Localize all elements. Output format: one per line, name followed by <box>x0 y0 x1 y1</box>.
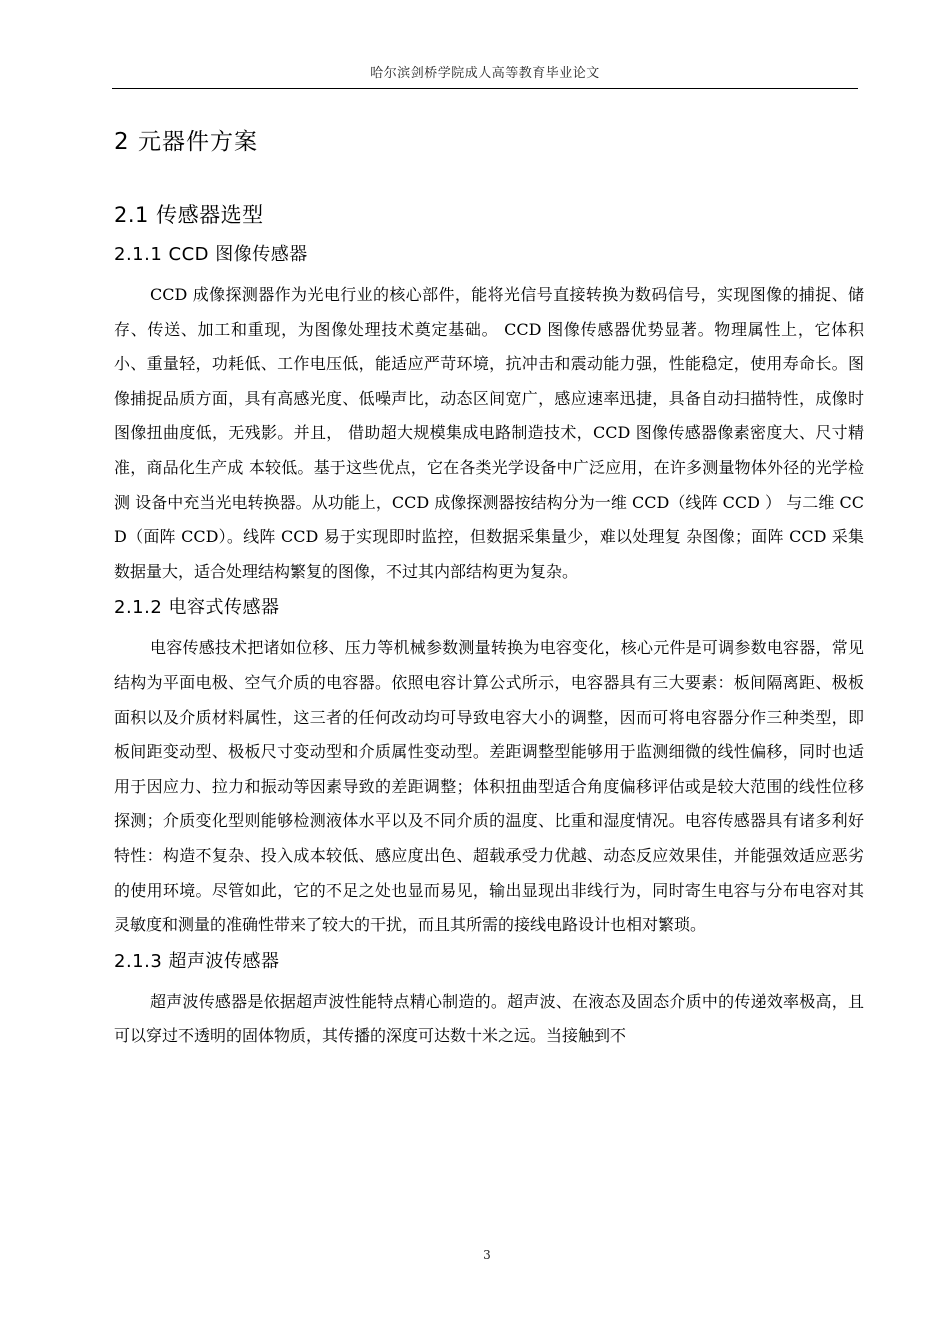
paragraph-ccd: CCD 成像探测器作为光电行业的核心部件，能将光信号直接转换为数码信号，实现图像的捕捉、储存、传送、加工和重现，为图像处理技术奠定基础。 CCD 图像传感器优势显著。物理属性上，它体积小、重量轻，功耗低、工作电压低，能适应严苛环境，抗冲击和震动能力强，性能稳定，使用寿命长。图像捕捉品质方面，具有高感光度、低噪声比，动态区间宽广，感应速率迅捷，具备自动扫描特性，成像时图像扭曲度低，无残影。并且， 借助超大规模集成电路制造技术，CCD 图像传感器像素密度大、尺寸精准，商品化生产成 本较低。基于这些优点，它在各类光学设备中广泛应用，在许多测量物体外径的光学检测 设备中充当光电转换器。从功能上，CCD 成像探测器按结构分为一维 CCD（线阵 CCD ） 与二维 CCD（面阵 CCD）。线阵 CCD 易于实现即时监控，但数据采集量少，难以处理复 杂图像；面阵 CCD 采集数据量大，适合处理结构繁复的图像，不过其内部结构更为复杂。 <box>114 285 864 581</box>
section-title: 2.1 传感器选型 <box>114 203 264 227</box>
page-body <box>114 120 864 1058</box>
paragraph-capacitive: 电容传感技术把诸如位移、压力等机械参数测量转换为电容变化，核心元件是可调参数电容器，常见结构为平面电极、空气介质的电容器。依照电容计算公式所示，电容器具有三大要素：板间隔离距、极板面积以及介质材料属性，这三者的任何改动均可导致电容大小的调整，因而可将电容器分作三种类型，即板间距变动型、极板尺寸变动型和介质属性变动型。差距调整型能够用于监测细微的线性偏移，同时也适用于因应力、拉力和振动等因素导致的差距调整；体积扭曲型适合角度偏移评估或是较大范围的线性位移探测；介质变化型则能够检测液体水平以及不同介质的温度、比重和湿度情况。电容传感器具有诸多利好特性：构造不复杂、投入成本较低、感应度出色、超载承受力优越、动态反应效果佳，并能强效适应恶劣的使用环境。尽管如此，它的不足之处也显而易见，输出显现出非线行为，同时寄生电容与分布电容对其灵敏度和测量的准确性带来了较大的干扰，而且其所需的接线电路设计也相对繁琐。 <box>114 638 864 935</box>
running-header: 哈尔滨剑桥学院成人高等教育毕业论文 <box>370 66 600 81</box>
page-number: 3 <box>483 1248 491 1262</box>
subsection-title-ultrasonic: 2.1.3 超声波传感器 <box>114 950 280 972</box>
paragraph-ultrasonic: 超声波传感器是依据超声波性能特点精心制造的。超声波、在液态及固态介质中的传递效率极高，且可以穿过不透明的固体物质，其传播的深度可达数十米之远。当接触到不 <box>114 991 864 1046</box>
chapter-title: 2 元器件方案 <box>114 129 258 155</box>
header-rule <box>112 88 858 89</box>
subsection-title-capacitive: 2.1.2 电容式传感器 <box>114 597 280 619</box>
subsection-title-ccd: 2.1.1 CCD 图像传感器 <box>114 244 308 265</box>
